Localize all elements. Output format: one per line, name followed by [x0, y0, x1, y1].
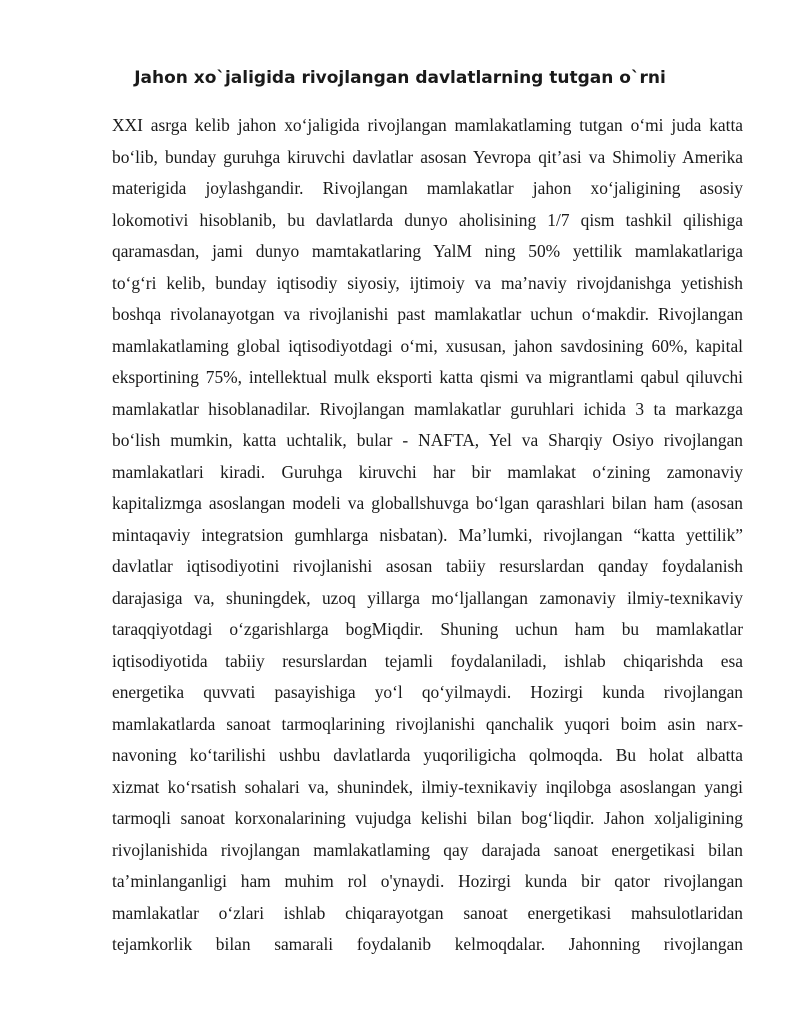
text-line: tarmoqli sanoat korxonalarining vujudga kelishi bilan bog‘liqdir. Jahon xoljaligining	[112, 808, 743, 828]
text-line: navoning ko‘tarilishi ushbu davlatlarda yuqoriligicha qolmoqda. Bu holat albatta	[112, 745, 743, 765]
text-line: materigida joylashgandir. Rivojlangan mamlakatlar jahon xo‘jaligining asosiy	[112, 178, 743, 198]
text-line: qaramasdan, jami dunyo mamtakatlaring YalM ning 50% yettilik mamlakatlariga	[112, 241, 743, 261]
text-line: ta’minlanganligi ham muhim rol o'ynaydi. Hozirgi kunda bir qator rivojlangan	[112, 871, 743, 891]
text-line: iqtisodiyotida tabiiy resurslardan tejamli foydalaniladi, ishlab chiqarishda esa	[112, 650, 743, 671]
text-line: mamlakatlari kiradi. Guruhga kiruvchi har bir mamlakat o‘zining zamonaviy	[112, 461, 743, 482]
text-line: bo‘lish mumkin, katta uchtalik, bular - NAFTA, Yel va Sharqiy Osiyo rivojlangan	[112, 430, 743, 450]
text-line: mamlakatlar o‘zlari ishlab chiqarayotgan sanoat energetikasi mahsulotlaridan	[112, 902, 743, 923]
text-line: xizmat ko‘rsatish sohalari va, shunindek, ilmiy-texnikaviy inqilobga asoslangan yangi	[112, 776, 743, 797]
text-line: taraqqiyotdagi o‘zgarishlarga bogMiqdir. Shuning uchun ham bu mamlakatlar	[112, 619, 743, 639]
text-line: davlatlar iqtisodiyotini rivojlanishi asosan tabiiy resurslardan qanday foydalanish	[112, 556, 743, 576]
text-line: mintaqaviy integratsion gumhlarga nisbatan). Ma’lumki, rivojlangan “katta yettilik”	[112, 524, 743, 545]
text-line: eksportining 75%, intellektual mulk eksporti katta qismi va migrantlami qabul qiluvchi	[112, 367, 743, 387]
text-line: boshqa rivolanayotgan va rivojlanishi past mamlakatlar uchun o‘makdir. Rivojlangan	[112, 304, 743, 324]
text-line: XXI asrga kelib jahon xo‘jaligida rivojlangan mamlakatlaming tutgan o‘mi juda katta	[112, 115, 743, 135]
text-line: tejamkorlik bilan samarali foydalanib kelmoqdalar. Jahonning rivojlangan	[112, 934, 743, 954]
text-line: darajasiga va, shuningdek, uzoq yillarga mo‘ljallangan zamonaviy ilmiy-texnikaviy	[112, 587, 743, 608]
body-paragraph	[112, 110, 743, 961]
text-line: mamlakatlar hisoblanadilar. Rivojlangan mamlakatlar guruhlari ichida 3 ta markazga	[112, 398, 743, 419]
text-line: lokomotivi hisoblanib, bu davlatlarda dunyo aholisining 1/7 qism tashkil qilishiga	[112, 209, 743, 230]
text-line: mamlakatlaming global iqtisodiyotdagi o‘mi, xususan, jahon savdosining 60%, kapital	[112, 335, 743, 356]
text-line: kapitalizmga asoslangan modeli va globallshuvga bo‘lgan qarashlari bilan ham (asosan	[112, 493, 743, 513]
text-line: energetika quvvati pasayishiga yo‘l qo‘yilmaydi. Hozirgi kunda rivojlangan	[112, 682, 743, 702]
text-line: mamlakatlarda sanoat tarmoqlarining rivojlanishi qanchalik yuqori boim asin narx-	[112, 713, 743, 734]
text-line: rivojlanishida rivojlangan mamlakatlaming qay darajada sanoat energetikasi bilan	[112, 839, 743, 860]
text-line: bo‘lib, bunday guruhga kiruvchi davlatlar asosan Yevropa qit’asi va Shimoliy Amerika	[112, 146, 743, 167]
text-line: to‘g‘ri kelib, bunday iqtisodiy siyosiy, ijtimoiy va ma’naviy rivojdanishga yetishish	[112, 272, 743, 293]
document-title: Jahon xo`jaligida rivojlangan davlatlarning tutgan o`rni	[134, 68, 666, 88]
